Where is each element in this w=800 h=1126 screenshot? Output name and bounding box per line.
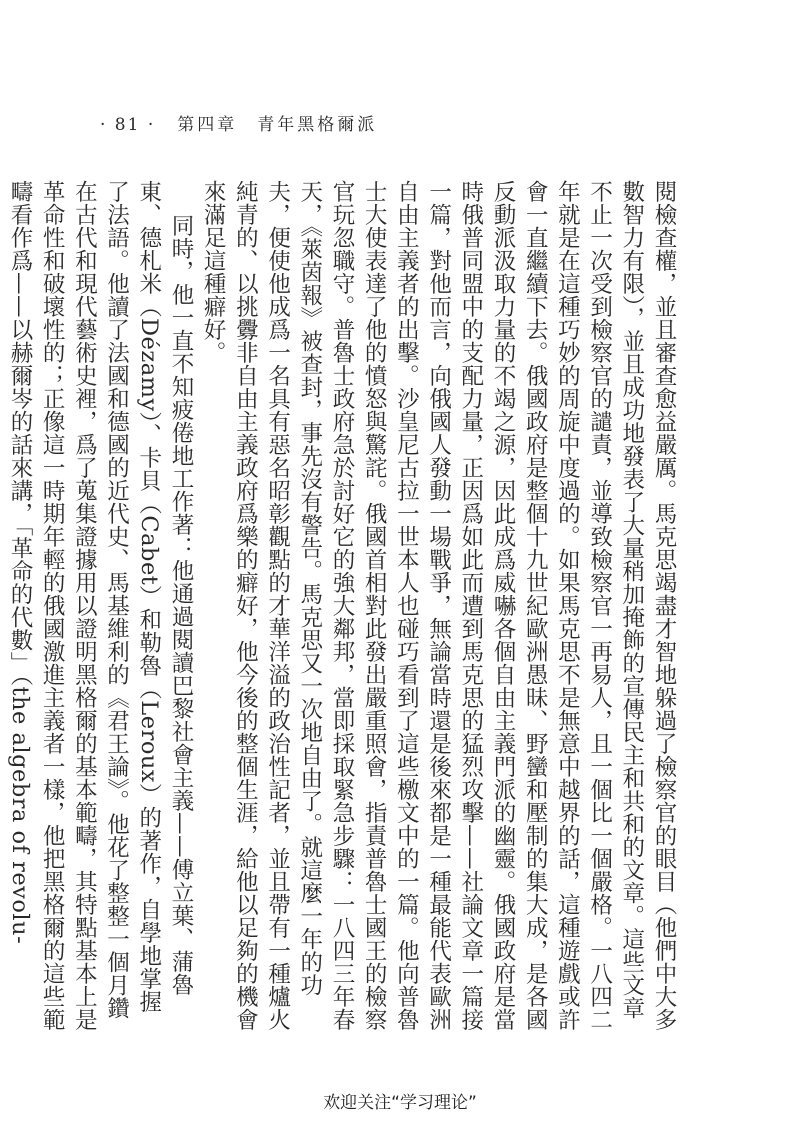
running-header [100,110,377,135]
page-number: · 81 · [100,115,156,135]
paragraph: 同時，他一直不知疲倦地工作著：他通過閱讀巴黎社會主義——傅立葉、蒲魯東、德札米（Dézamy）、卡貝（Cabet）和勒魯（Leroux）的著作，自學地掌握了法語。他讀了法國和德國的近代史、馬基維利的《君王論》。他花了整整一個月鑽在古代和現代藝術史裡，爲了蒐集證據用以證明黑格爾的基本範疇，其特點基本上是革命性和破壞性的；正像這一時期年輕的俄國激進主義者一樣，他把黑格爾的這些範疇看作爲——以赫爾岑的話來講，「革命的代數」（the algebra of revolu- [6,180,194,1031]
paragraph: 閱檢查權，並且審查愈益嚴厲。馬克思竭盡才智地躲過了檢察官的眼目（他們中大多數智力有限），並且成功地發表了大量稍加掩飾的宣傳民主和共和的文章。這些文章不止一次受到檢察官的譴責，並導致檢察官一再易人，且一個比一個嚴格。一八四二年就是在這種巧妙的周旋中度過的。如果馬克思不是無意中越界的話，這種遊戲或許會一直繼續下去。俄國政府是整個十九世紀歐洲愚昧、野蠻和壓制的集大成，是各國反動派汲取力量的不竭之源，因此成爲威嚇各個自由主義門派的幽靈。俄國政府是當時俄普同盟中的支配力量，正因爲如此而遭到馬克思的猛烈攻擊——社論文章一篇接一篇，對他而言，向俄國人發動一場戰爭，無論當時還是後來都是一種最能代表歐洲自由主義者的出擊。沙皇尼古拉一世本人也碰巧看到了這些檄文中的一篇。他向普魯士大使表達了他的憤怒與驚詫。俄國首相對此發出嚴重照會，指責普魯士國王的檢察官玩忽職守。普魯士政府急於討好它的強大鄰邦，當即採取緊急步驟：一八四三年春天，《萊茵報》被查封，事先沒有警告。馬克思又一次地自由了。就這麼一年的功夫，便使他成爲一名具有惡名昭彰觀點的才華洋溢的政治性記者，並且帶有一種爐火純青的、以挑釁非自由主義政府爲樂的癖好，他今後的整個生涯，給他以足夠的機會來滿足這種癖好。 [200,180,677,1031]
chapter-title: 第四章 青年黑格爾派 [177,115,378,135]
footer-watermark: 欢迎关注“学习理论” [323,1093,477,1113]
vertical-body-text [6,180,680,1035]
